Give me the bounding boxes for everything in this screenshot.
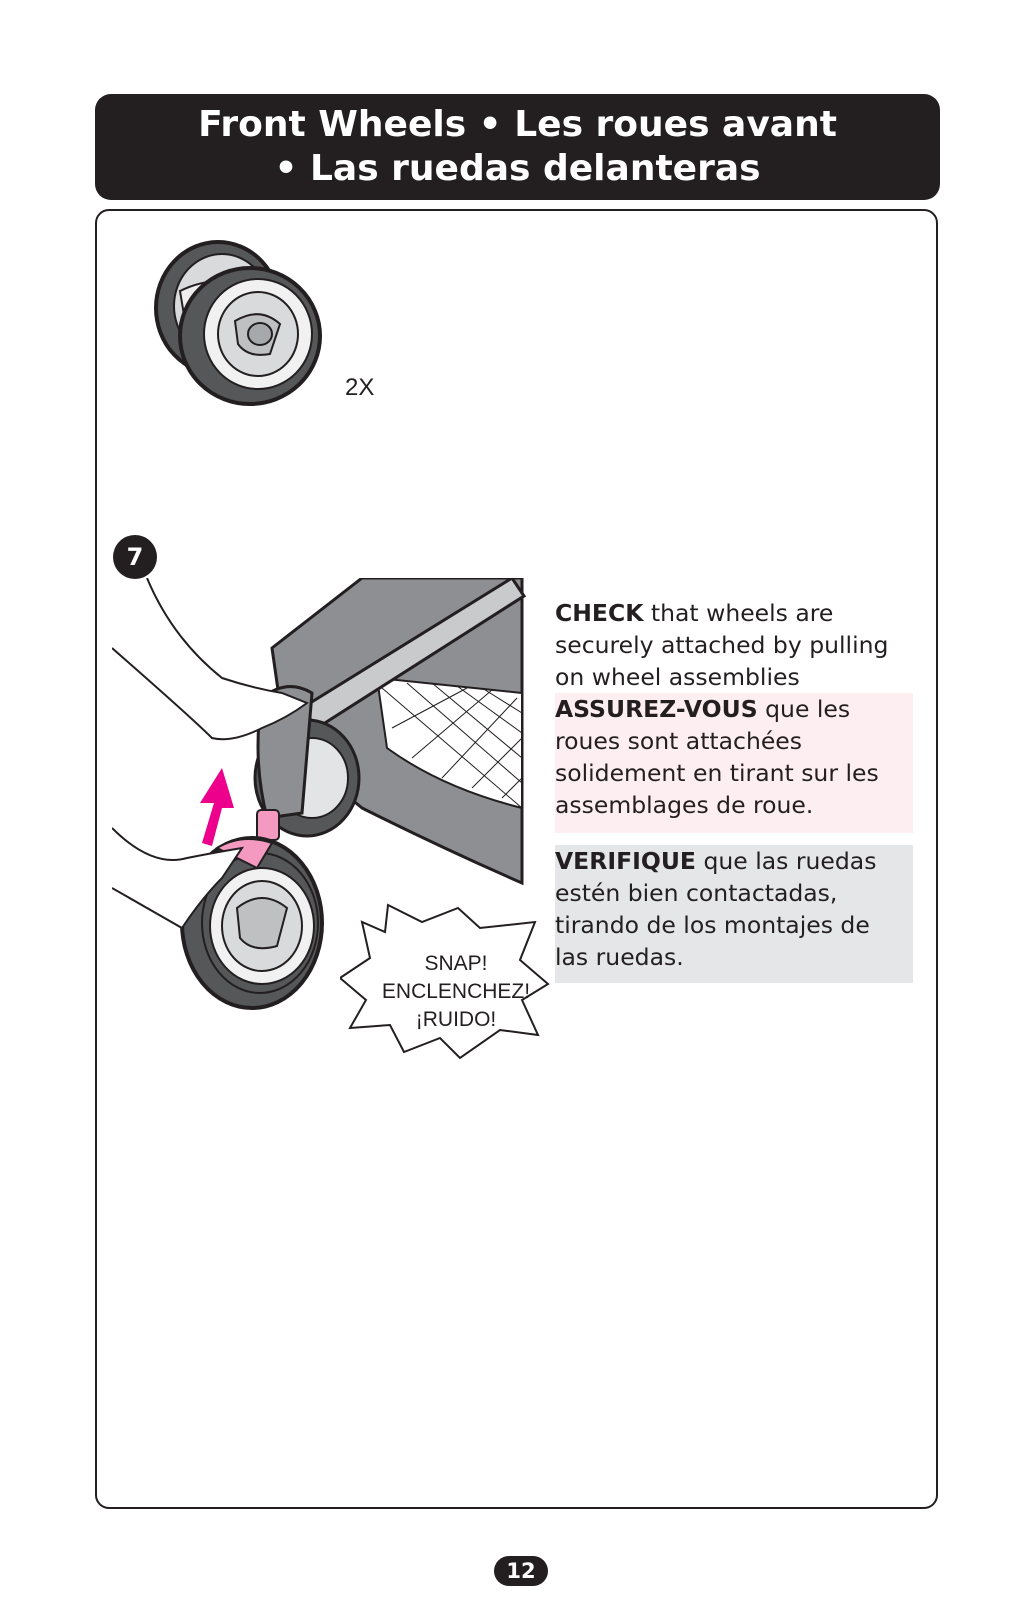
instruction-french (555, 693, 913, 833)
instruction-french-text: que les roues sont attachées solidement en tirant sur les assemblages de roue. (555, 695, 879, 819)
front-wheel-pair-illustration (150, 236, 330, 411)
instruction-spanish (555, 845, 913, 983)
step-instructions (555, 597, 913, 983)
instruction-spanish-text: que las ruedas estén bien contactadas, tirando de los montajes de las ruedas. (555, 847, 877, 971)
header-title-line-2: • Las ruedas delanteras (274, 148, 761, 189)
instruction-english-text: that wheels are securely attached by pulling on wheel assemblies (555, 599, 889, 691)
section-header (95, 94, 940, 200)
page-number: 12 (494, 1556, 548, 1586)
header-title-line-1: Front Wheels • Les roues avant (198, 104, 837, 145)
instruction-french-keyword: ASSUREZ-VOUS (555, 695, 758, 723)
quantity-label: 2X (345, 374, 375, 401)
step-number-badge: 7 (113, 535, 157, 579)
burst-line-english: SNAP! (424, 952, 488, 975)
instruction-english-keyword: CHECK (555, 599, 644, 627)
instruction-english (555, 597, 913, 693)
burst-line-spanish: ¡RUIDO! (415, 1008, 497, 1031)
instruction-spanish-keyword: VERIFIQUE (555, 847, 696, 875)
snap-burst-text (370, 950, 542, 1034)
burst-line-french: ENCLENCHEZ! (381, 980, 531, 1003)
